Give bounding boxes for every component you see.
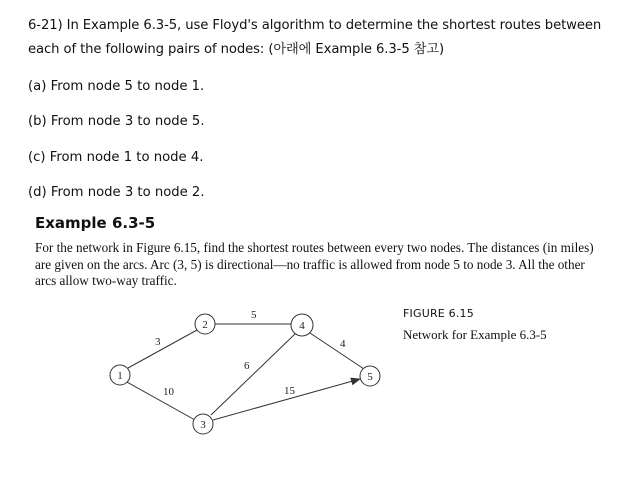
figure-caption: Network for Example 6.3-5 bbox=[403, 327, 547, 342]
node-5 bbox=[360, 366, 380, 386]
part-d: (d) From node 3 to node 2. bbox=[28, 185, 205, 200]
problem-statement: 6-21) In Example 6.3-5, use Floyd's algorithm to determine the shortest routes between each of the following pairs of nodes: (아래에 Example 6.3-5 참고) bbox=[28, 18, 602, 57]
node-1-label: 1 bbox=[117, 370, 123, 382]
edge-weight-3-4: 6 bbox=[244, 360, 250, 372]
edge-1-2 bbox=[128, 330, 197, 368]
node-3 bbox=[193, 414, 213, 434]
edge-3-4 bbox=[211, 333, 296, 415]
part-b: (b) From node 3 to node 5. bbox=[28, 114, 205, 129]
part-c: (c) From node 1 to node 4. bbox=[28, 150, 204, 165]
edge-weight-1-3: 10 bbox=[163, 386, 174, 398]
edge-weight-2-4: 5 bbox=[251, 309, 257, 321]
node-4 bbox=[291, 314, 313, 336]
example-body: For the network in Figure 6.15, find the shortest routes between every two nodes. The distances (in miles) are given on the arcs. Arc (3, 5) is directional—no traffic is allowed from node 5 to node 3. All the other arcs allow two-way traffic. bbox=[35, 240, 594, 288]
node-2-label: 2 bbox=[202, 319, 208, 331]
part-a: (a) From node 5 to node 1. bbox=[28, 79, 205, 94]
node-1 bbox=[110, 365, 130, 385]
edge-4-5 bbox=[310, 333, 364, 369]
edge-weight-1-2: 3 bbox=[155, 336, 161, 348]
example-heading: Example 6.3-5 bbox=[35, 214, 156, 232]
node-5-label: 5 bbox=[367, 371, 373, 383]
figure-title: FIGURE 6.15 bbox=[403, 307, 474, 320]
node-4-label: 4 bbox=[299, 320, 305, 332]
node-3-label: 3 bbox=[200, 419, 206, 431]
edge-1-3 bbox=[127, 382, 195, 420]
node-2 bbox=[195, 314, 215, 334]
edge-weight-3-5: 15 bbox=[284, 385, 295, 397]
edge-weight-4-5: 4 bbox=[340, 338, 346, 350]
